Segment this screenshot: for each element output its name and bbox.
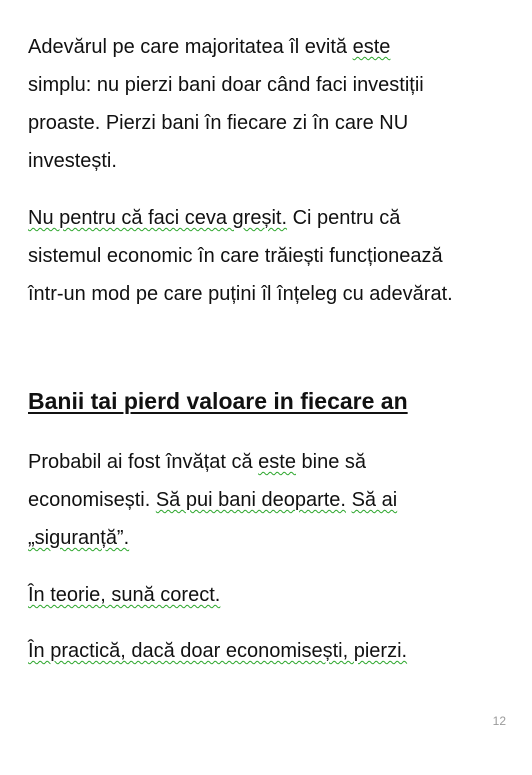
grammar-flagged-text: este <box>352 36 391 58</box>
grammar-flagged-text: Să ai <box>351 489 398 511</box>
paragraph-economic-system <box>28 199 508 313</box>
page-number: 12 <box>492 714 506 728</box>
text-run: Ci pentru că <box>287 207 401 229</box>
text-run: Adevărul pe care majoritatea îl evită <box>28 36 353 58</box>
paragraph-savings <box>28 443 508 557</box>
text-run: investești. <box>28 150 117 172</box>
text-run: bine să <box>295 451 367 473</box>
paragraph-intro <box>28 28 508 180</box>
text-run: proaste. Pierzi bani în fiecare zi în care NU <box>28 112 409 134</box>
text-run: într-un mod pe care puțini îl înțeleg cu adevărat. <box>28 283 453 305</box>
text-run: Probabil ai fost învățat că <box>28 451 259 473</box>
grammar-flagged-text: Nu pentru că faci ceva greșit. <box>28 207 288 229</box>
text-run: economisești. <box>28 489 156 511</box>
grammar-flagged-text: este <box>258 451 296 473</box>
grammar-flagged-text: În teorie, sună corect. <box>28 584 221 606</box>
grammar-flagged-text: „siguranță”. <box>28 527 130 549</box>
text-run: simplu: nu pierzi bani doar când faci investiții <box>28 74 424 96</box>
paragraph-practice <box>28 632 508 670</box>
paragraph-theory <box>28 576 508 614</box>
text-run: sistemul economic în care trăiești funcționează <box>28 245 443 267</box>
grammar-flagged-text: Să pui bani deoparte. <box>155 489 346 511</box>
grammar-flagged-text: În practică, dacă doar economisești, pierzi. <box>28 640 408 662</box>
section-heading: Banii tai pierd valoare in fiecare an <box>28 388 408 414</box>
